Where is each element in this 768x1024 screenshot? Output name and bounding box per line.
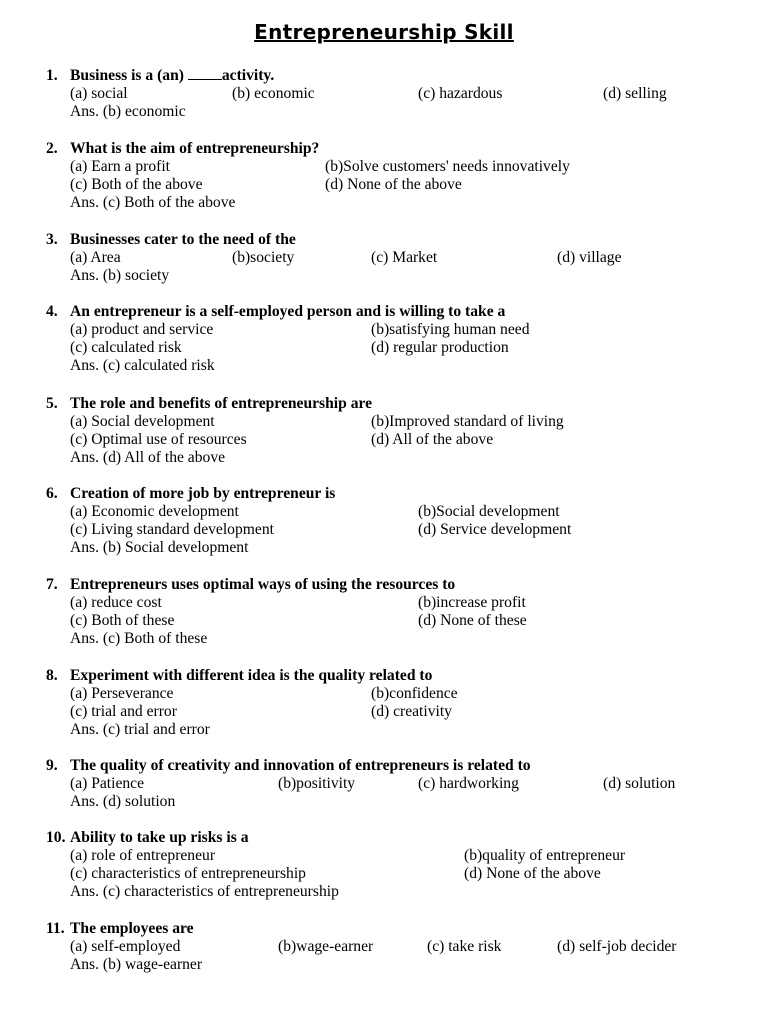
- answer-text: Ans. (c) characteristics of entrepreneurship: [70, 883, 339, 900]
- question-number: 11.: [46, 920, 65, 937]
- option-a: (a) Perseverance: [70, 685, 174, 702]
- option-d: (d) self-job decider: [557, 938, 677, 955]
- question-text: Ability to take up risks is a: [70, 829, 249, 846]
- question-number: 8.: [46, 667, 58, 684]
- question-text: Experiment with different idea is the quality related to: [70, 667, 433, 684]
- answer-text: Ans. (c) Both of the above: [70, 194, 236, 211]
- option-a: (a) Patience: [70, 775, 145, 792]
- option-d: (d) Service development: [418, 521, 572, 538]
- option-b: (b)quality of entrepreneur: [464, 847, 626, 864]
- option-d: (d) creativity: [371, 703, 452, 720]
- option-d: (d) village: [557, 249, 622, 266]
- option-b: (b)society: [232, 249, 295, 266]
- option-d: (d) regular production: [371, 339, 509, 356]
- option-a: (a) Area: [70, 249, 121, 266]
- question-number: 7.: [46, 576, 58, 593]
- option-b: (b)confidence: [371, 685, 458, 702]
- answer-text: Ans. (d) solution: [70, 793, 176, 810]
- answer-text: Ans. (d) All of the above: [70, 449, 226, 466]
- option-d: (d) None of the above: [464, 865, 601, 882]
- question-text: What is the aim of entrepreneurship?: [70, 140, 320, 157]
- option-b: (b)positivity: [278, 775, 356, 792]
- question-text: An entrepreneur is a self-employed person and is willing to take a: [70, 303, 506, 320]
- question-number: 6.: [46, 485, 58, 502]
- question-number: 3.: [46, 231, 58, 248]
- question-text: The quality of creativity and innovation of entrepreneurs is related to: [70, 757, 531, 774]
- question-number: 2.: [46, 140, 58, 157]
- question-number: 4.: [46, 303, 58, 320]
- option-b: (b)Social development: [418, 503, 560, 520]
- option-a: (a) Social development: [70, 413, 215, 430]
- option-d: (d) selling: [603, 85, 667, 102]
- question-text: The role and benefits of entrepreneurship are: [70, 395, 373, 412]
- answer-text: Ans. (b) wage-earner: [70, 956, 203, 973]
- option-d: (d) None of the above: [325, 176, 462, 193]
- option-d: (d) All of the above: [371, 431, 494, 448]
- page-title: Entrepreneurship Skill: [254, 20, 514, 44]
- option-c: (c) calculated risk: [70, 339, 182, 356]
- option-c: (c) Both of the above: [70, 176, 203, 193]
- option-a: (a) role of entrepreneur: [70, 847, 216, 864]
- option-b: (b)wage-earner: [278, 938, 374, 955]
- question-text: Business is a (an) activity.: [70, 67, 275, 84]
- answer-text: Ans. (b) economic: [70, 103, 186, 120]
- question-number: 9.: [46, 757, 58, 774]
- answer-text: Ans. (c) Both of these: [70, 630, 208, 647]
- option-c: (c) Market: [371, 249, 438, 266]
- question-text: The employees are: [70, 920, 194, 937]
- question-text: Creation of more job by entrepreneur is: [70, 485, 336, 502]
- option-c: (c) trial and error: [70, 703, 177, 720]
- question-text: Businesses cater to the need of the: [70, 231, 296, 248]
- option-a: (a) Economic development: [70, 503, 239, 520]
- option-d: (d) None of these: [418, 612, 527, 629]
- option-a: (a) self-employed: [70, 938, 181, 955]
- option-b: (b)Improved standard of living: [371, 413, 564, 430]
- blank-line: [188, 67, 222, 80]
- answer-text: Ans. (b) Social development: [70, 539, 249, 556]
- option-b: (b)increase profit: [418, 594, 526, 611]
- question-number: 10.: [46, 829, 66, 846]
- option-b: (b)Solve customers' needs innovatively: [325, 158, 570, 175]
- option-c: (c) Optimal use of resources: [70, 431, 247, 448]
- option-c: (c) Both of these: [70, 612, 175, 629]
- option-c: (c) hardworking: [418, 775, 519, 792]
- option-a: (a) product and service: [70, 321, 214, 338]
- answer-text: Ans. (c) calculated risk: [70, 357, 215, 374]
- option-b: (b)satisfying human need: [371, 321, 530, 338]
- option-a: (a) Earn a profit: [70, 158, 171, 175]
- question-text: Entrepreneurs uses optimal ways of using the resources to: [70, 576, 456, 593]
- option-c: (c) Living standard development: [70, 521, 274, 538]
- option-c: (c) hazardous: [418, 85, 503, 102]
- question-number: 5.: [46, 395, 58, 412]
- option-d: (d) solution: [603, 775, 676, 792]
- option-a: (a) social: [70, 85, 128, 102]
- option-a: (a) reduce cost: [70, 594, 162, 611]
- option-b: (b) economic: [232, 85, 315, 102]
- option-c: (c) characteristics of entrepreneurship: [70, 865, 306, 882]
- option-c: (c) take risk: [427, 938, 502, 955]
- answer-text: Ans. (c) trial and error: [70, 721, 210, 738]
- question-number: 1.: [46, 67, 58, 84]
- answer-text: Ans. (b) society: [70, 267, 170, 284]
